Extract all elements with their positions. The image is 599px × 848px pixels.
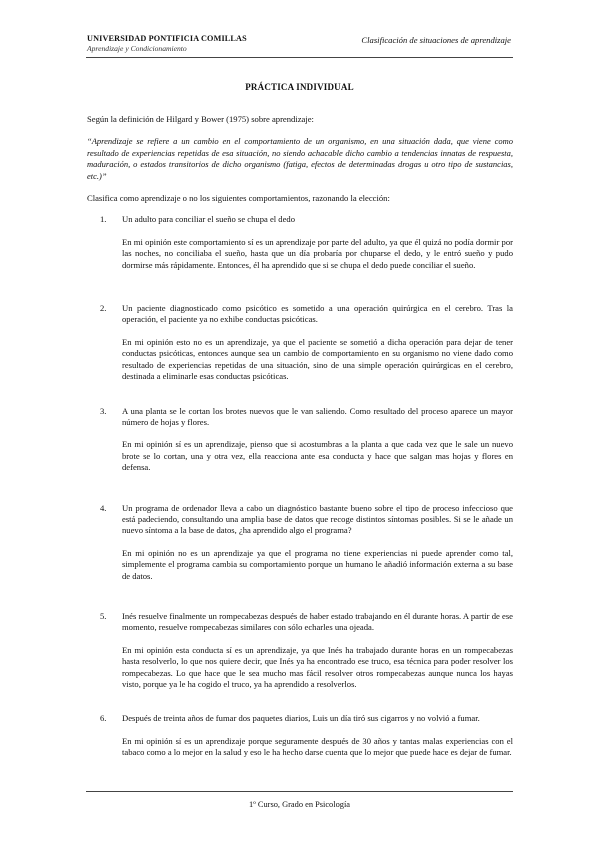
definition-quote: “Aprendizaje se refiere a un cambio en el comportamiento de un organismo, en una situación dada, que viene como resultado de experiencias repetidas de esa situación, no siendo achacable dicho cambio a tendencias innatas de respuesta, maduración, o estados transitorios de dicho organismo (fatiga, efectos de determinadas drogas u otro tipo de sustancias, etc.)” [87,136,513,181]
item-answer: En mi opinión sí es un aprendizaje porque seguramente después de 30 años y tantas malas experiencias con el tabaco como a lo mejor en la salud y eso le ha hecho darse cuenta que lo mejor que puede hace es dejar de fumar. [122,735,513,758]
university-name: UNIVERSIDAD PONTIFICIA COMILLAS [87,34,247,43]
item-answer: En mi opinión este comportamiento sí es un aprendizaje por parte del adulto, ya que él quizá no podía dormir por las noches, no conciliaba el sueño, hasta que un día probaría por chuparse el dedo, y le entró sueño y pudo dormirse más rápidamente. Entonces, él ha aprendido que si se chupa el dedo puede conciliar el sueño. [122,236,513,270]
list-item [87,713,513,758]
page-title: PRÁCTICA INDIVIDUAL [245,82,354,92]
item-answer: En mi opinión no es un aprendizaje ya que el programa no tiene experiencias ni puede aprender como tal, simplemente el programa cambia su comportamiento porque un humano le añadió información externa a su base de datos. [122,547,513,581]
item-question: Un programa de ordenador lleva a cabo un diagnóstico bastante bueno sobre el tipo de proceso infeccioso que está padeciendo, consultando una amplia base de datos que recoge distintos síntomas posibles. Si se le añade un nuevo síntoma a la base de datos, ¿ha aprendido algo el programa? [122,502,513,536]
item-question: A una planta se le cortan los brotes nuevos que le van saliendo. Como resultado del proceso aparece un mayor número de hojas y flores. [122,405,513,427]
list-item [87,406,513,474]
list-item [87,303,513,382]
item-answer: En mi opinión esta conducta sí es un aprendizaje, ya que Inés ha trabajado durante horas en un rompecabezas hasta resolverlo, lo que nos quiere decir, que Inés ya ha encontrado ese truco, esa técnica para poder resolver los rompecabezas. Lo que hace que le sea mucho mas fácil resolver otros rompecabezas aunque nunca los hayas visto, porque ya le ha cogido el truco, ya ha aprendido a resolverlos. [122,644,513,689]
item-answer: En mi opinión sí es un aprendizaje, pienso que si acostumbras a la planta a que cada vez que le sale un nuevo brote se lo cortan, una y otra vez, ella reacciona ante esa conducta y hace que salgan mas hojas y flores en defensa. [122,439,513,473]
list-item [87,503,513,582]
item-question: Después de treinta años de fumar dos paquetes diarios, Luis un día tiró sus cigarros y no volvió a fumar. [122,713,480,724]
footer-divider [86,791,513,792]
document-title-header: Clasificación de situaciones de aprendizaje [361,35,511,45]
document-body [87,114,513,759]
subject-name: Aprendizaje y Condicionamiento [87,44,187,53]
item-question: Inés resuelve finalmente un rompecabezas después de haber estado trabajando en él durante horas. A partir de ese momento, resuelve rompecabezas similares con sólo echarles una ojeada. [122,610,513,633]
header-divider [86,57,513,58]
page-header-left [87,34,347,54]
item-number: 1. [100,214,107,225]
item-question: Un adulto para conciliar el sueño se chupa el dedo [122,214,296,225]
instruction-paragraph: Clasifica como aprendizaje o no los siguientes comportamientos, razonando la elección: [87,193,390,204]
page-footer: 1º Curso, Grado en Psicología [249,800,350,809]
intro-paragraph: Según la definición de Hilgard y Bower (1975) sobre aprendizaje: [87,114,314,124]
item-question: Un paciente diagnosticado como psicótico es sometido a una operación quirúrgica en el cerebro. Tras la operación, el paciente ya no exhibe conductas psicóticas. [122,303,513,325]
item-number: 6. [100,713,107,724]
list-item [87,214,513,271]
item-answer: En mi opinión esto no es un aprendizaje, ya que el paciente se sometió a dicha operación para dejar de tener conductas psicóticas, entonces aunque sea un cambio de comportamiento en su organismo no viene dado como resultado de experiencias repetidas de una situación, sino de una simple operación quirúrgicas en el cerebro, destinada a eliminarle esas conductas psicóticas. [122,336,513,382]
item-number: 5. [100,610,107,621]
item-number: 4. [100,502,107,513]
item-number: 3. [100,405,107,416]
list-item [87,611,513,690]
item-number: 2. [100,303,107,314]
